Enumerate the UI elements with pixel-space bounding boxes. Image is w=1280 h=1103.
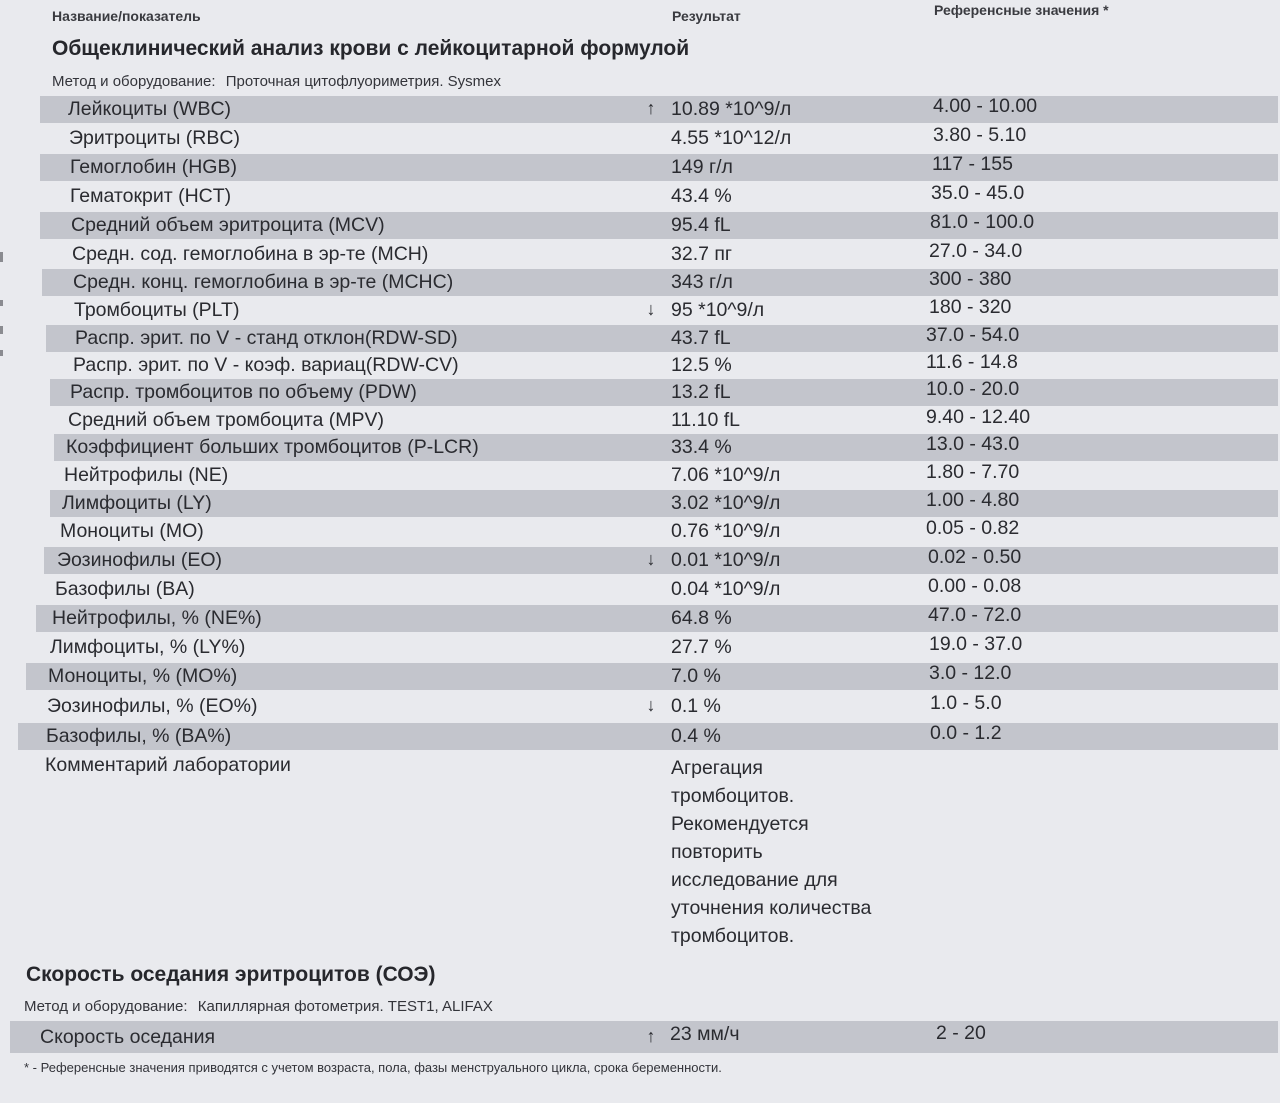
test-name: Лейкоциты (WBC) <box>68 98 232 120</box>
header-result-column: Результат <box>672 8 741 24</box>
esr-method-label: Метод и оборудование: <box>24 998 188 1015</box>
esr-result-value: 23 мм/ч <box>670 1023 740 1045</box>
result-value: 0.4 % <box>671 725 721 747</box>
header-name-column: Название/показатель <box>52 8 201 24</box>
test-name: Лимфоциты (LY) <box>62 492 212 514</box>
result-value: 0.01 *10^9/л <box>671 549 781 571</box>
reference-range: 19.0 - 37.0 <box>929 633 1023 655</box>
cbc-result-row <box>0 268 1280 296</box>
cbc-method-label: Метод и оборудование: <box>52 73 216 90</box>
result-value: 12.5 % <box>671 354 732 376</box>
reference-range: 10.0 - 20.0 <box>926 378 1020 400</box>
result-value: 4.55 *10^12/л <box>671 127 792 149</box>
flag-low-icon: ↓ <box>646 695 656 715</box>
reference-range: 37.0 - 54.0 <box>926 324 1020 346</box>
reference-range: 0.05 - 0.82 <box>926 517 1020 539</box>
reference-footnote: * - Референсные значения приводятся с учетом возраста, пола, фазы менструального цикла, срока беременности. <box>24 1060 722 1075</box>
row-shading <box>44 547 1278 574</box>
reference-range: 0.0 - 1.2 <box>930 722 1002 744</box>
result-value: 32.7 пг <box>671 243 733 265</box>
cbc-result-row <box>0 633 1280 661</box>
result-value: 43.4 % <box>671 185 732 207</box>
test-name: Гемоглобин (HGB) <box>70 156 237 178</box>
reference-range: 3.80 - 5.10 <box>933 124 1027 146</box>
flag-low-icon: ↓ <box>646 299 656 319</box>
cbc-result-row <box>0 153 1280 181</box>
header-reference-column: Референсные значения * <box>934 2 1109 18</box>
reference-range: 0.02 - 0.50 <box>928 546 1022 568</box>
test-name: Эритроциты (RBC) <box>69 127 240 149</box>
lab-comment-line: уточнения количества <box>671 897 872 919</box>
test-name: Моноциты (MO) <box>60 520 204 542</box>
esr-result-row <box>0 1021 1280 1053</box>
lab-comment-line: тромбоцитов. <box>671 925 795 947</box>
reference-range: 180 - 320 <box>929 296 1012 318</box>
cbc-result-row <box>0 604 1280 632</box>
result-value: 7.0 % <box>671 665 721 687</box>
result-value: 3.02 *10^9/л <box>671 492 781 514</box>
cbc-result-row <box>0 296 1280 324</box>
result-value: 27.7 % <box>671 636 732 658</box>
cbc-result-row <box>0 351 1280 379</box>
lab-comment-line: тромбоцитов. <box>671 785 795 807</box>
test-name: Базофилы, % (BA%) <box>46 725 232 747</box>
result-value: 0.1 % <box>671 695 721 717</box>
cbc-result-row <box>0 182 1280 210</box>
reference-range: 1.80 - 7.70 <box>926 461 1020 483</box>
test-name: Средний объем эритроцита (MCV) <box>71 214 385 236</box>
reference-range: 117 - 155 <box>932 153 1013 175</box>
flag-high-icon: ↑ <box>646 1026 656 1046</box>
result-value: 10.89 *10^9/л <box>671 98 792 120</box>
esr-section-title: Скорость оседания эритроцитов (СОЭ) <box>26 963 436 986</box>
cbc-result-row <box>0 692 1280 720</box>
result-value: 64.8 % <box>671 607 732 629</box>
cbc-result-row <box>0 95 1280 123</box>
lab-comment-line: исследование для <box>671 869 838 891</box>
lab-comment-line: Рекомендуется <box>671 813 809 835</box>
reference-range: 13.0 - 43.0 <box>926 433 1020 455</box>
reference-range: 11.6 - 14.8 <box>926 351 1018 373</box>
test-name: Средн. сод. гемоглобина в эр-те (MCH) <box>72 243 429 265</box>
result-value: 343 г/л <box>671 271 733 293</box>
esr-name: Скорость оседания <box>40 1026 216 1048</box>
cbc-result-row <box>0 124 1280 152</box>
test-name: Нейтрофилы (NE) <box>64 464 229 486</box>
esr-method <box>24 998 493 1015</box>
cbc-result-row <box>0 722 1280 750</box>
cbc-result-row <box>0 546 1280 574</box>
cbc-result-row <box>0 461 1280 489</box>
cbc-method-value: Проточная цитофлуориметрия. Sysmex <box>225 73 502 90</box>
result-value: 33.4 % <box>671 436 732 458</box>
test-name: Тромбоциты (PLT) <box>74 299 240 321</box>
lab-comment-text <box>671 754 931 950</box>
cbc-result-row <box>0 406 1280 434</box>
reference-range: 4.00 - 10.00 <box>933 95 1038 117</box>
reference-range: 1.00 - 4.80 <box>926 489 1020 511</box>
lab-comment-label: Комментарий лаборатории <box>45 754 291 776</box>
result-value: 7.06 *10^9/л <box>671 464 781 486</box>
cbc-result-row <box>0 489 1280 517</box>
reference-range: 35.0 - 45.0 <box>931 182 1025 204</box>
result-value: 43.7 fL <box>671 327 731 349</box>
reference-range: 47.0 - 72.0 <box>928 604 1022 626</box>
esr-reference-range: 2 - 20 <box>936 1022 986 1044</box>
result-value: 11.10 fL <box>671 409 741 431</box>
cbc-result-row <box>0 517 1280 545</box>
test-name: Лимфоциты, % (LY%) <box>50 636 246 658</box>
cbc-result-row <box>0 211 1280 239</box>
reference-range: 300 - 380 <box>929 268 1012 290</box>
result-value: 149 г/л <box>671 156 733 178</box>
test-name: Моноциты, % (MO%) <box>48 665 238 687</box>
cbc-section-title: Общеклинический анализ крови с лейкоцитарной формулой <box>52 37 690 60</box>
row-shading <box>50 490 1278 517</box>
cbc-result-row <box>0 324 1280 352</box>
result-value: 95 *10^9/л <box>671 299 765 321</box>
lab-comment-line: Агрегация <box>671 757 763 779</box>
reference-range: 1.0 - 5.0 <box>930 692 1002 714</box>
esr-method-value: Капиллярная фотометрия. TEST1, ALIFAX <box>197 998 493 1015</box>
result-value: 13.2 fL <box>671 381 731 403</box>
reference-range: 3.0 - 12.0 <box>929 662 1012 684</box>
result-value: 0.04 *10^9/л <box>671 578 781 600</box>
test-name: Базофилы (BA) <box>55 578 195 600</box>
test-name: Коэффициент больших тромбоцитов (P-LCR) <box>66 436 479 458</box>
reference-range: 81.0 - 100.0 <box>930 211 1035 233</box>
cbc-result-row <box>0 433 1280 461</box>
flag-high-icon: ↑ <box>646 98 656 118</box>
cbc-result-row <box>0 575 1280 603</box>
reference-range: 27.0 - 34.0 <box>929 240 1023 262</box>
test-name: Распр. тромбоцитов по объему (PDW) <box>70 381 417 403</box>
reference-range: 0.00 - 0.08 <box>928 575 1022 597</box>
test-name: Эозинофилы (EO) <box>57 549 222 571</box>
cbc-method <box>52 73 501 90</box>
result-value: 0.76 *10^9/л <box>671 520 781 542</box>
cbc-result-row <box>0 378 1280 406</box>
test-name: Средн. конц. гемоглобина в эр-те (MCHC) <box>73 271 454 293</box>
flag-low-icon: ↓ <box>646 549 656 569</box>
test-name: Гематокрит (HCT) <box>70 185 232 207</box>
result-value: 95.4 fL <box>671 214 731 236</box>
reference-range: 9.40 - 12.40 <box>926 406 1031 428</box>
test-name: Нейтрофилы, % (NE%) <box>52 607 262 629</box>
test-name: Средний объем тромбоцита (MPV) <box>68 409 385 431</box>
cbc-result-row <box>0 240 1280 268</box>
lab-comment-line: повторить <box>671 841 763 863</box>
test-name: Эозинофилы, % (EO%) <box>47 695 258 717</box>
cbc-result-row <box>0 662 1280 690</box>
test-name: Распр. эрит. по V - станд отклон(RDW-SD) <box>75 327 458 349</box>
test-name: Распр. эрит. по V - коэф. вариац(RDW-CV) <box>73 354 459 376</box>
